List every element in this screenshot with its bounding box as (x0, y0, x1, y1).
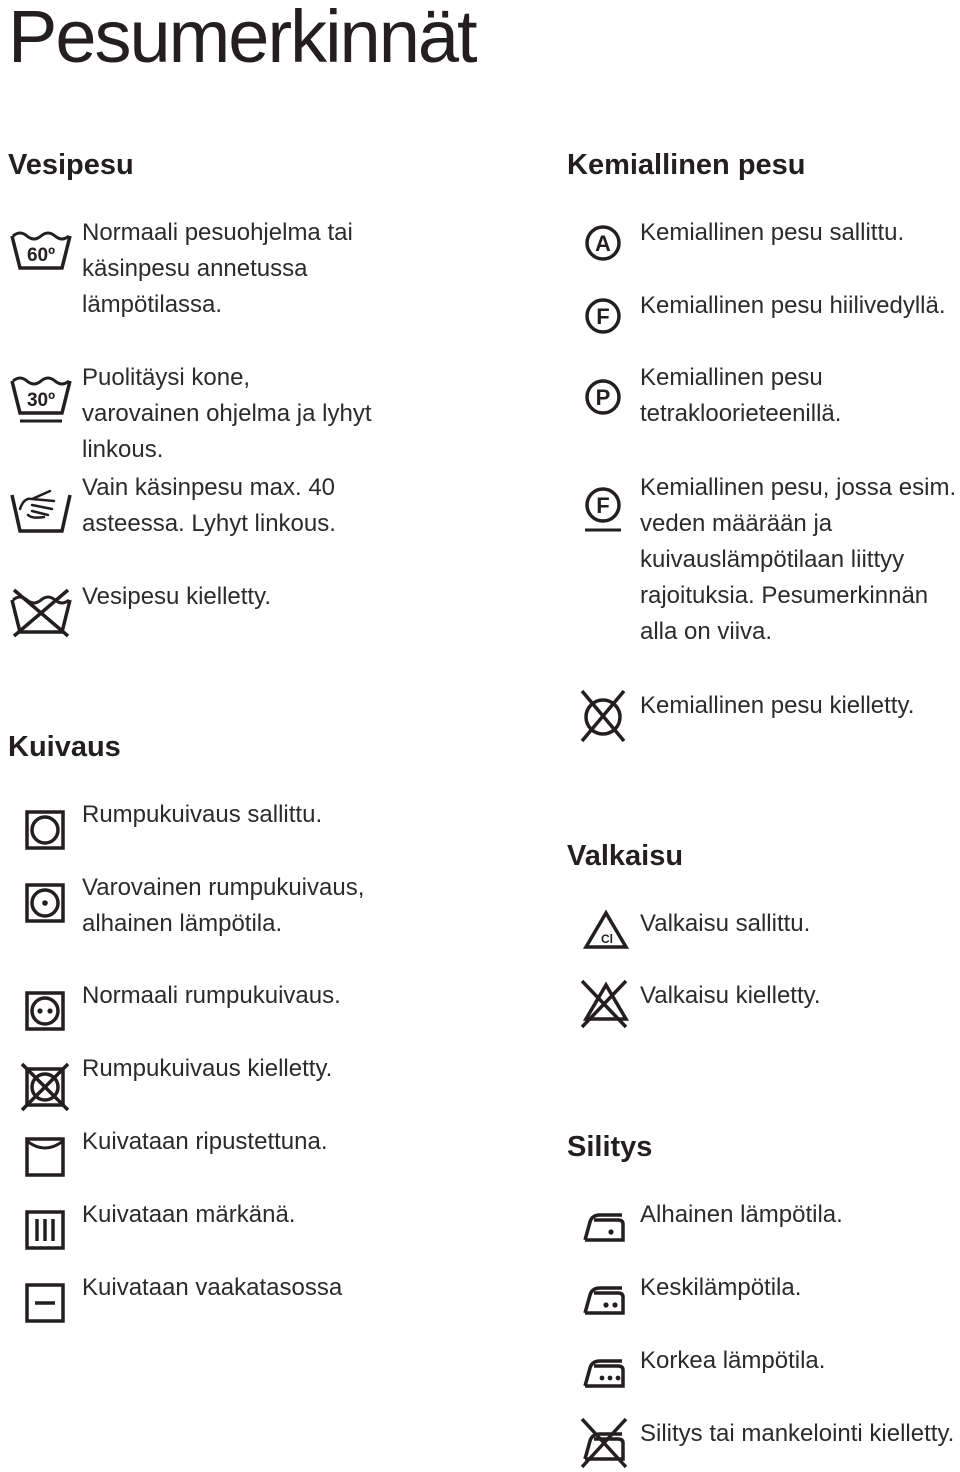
no-tumble-dry-icon (10, 1064, 72, 1110)
dry-clean-p-icon (568, 373, 628, 413)
section-heading-ironing: Silitys (567, 1131, 653, 1163)
care-item-text: Rumpukuivaus sallittu. (82, 801, 323, 828)
tumble-dry-normal-icon (10, 991, 70, 1031)
care-item-text: Korkea lämpötila. (640, 1347, 826, 1374)
bleach-icon (568, 919, 630, 955)
care-item-text: Valkaisu kielletty. (640, 982, 821, 1009)
care-item-text: Kemiallinen pesu sallittu. (640, 219, 905, 246)
care-item-text: Alhainen lämpötila. (640, 1201, 843, 1228)
care-item-text: Vesipesu kielletty. (82, 583, 271, 610)
line-dry-icon (10, 1137, 70, 1177)
dry-clean-f-gentle-label: F (596, 493, 610, 518)
wash-60-label: 60º (26, 245, 56, 266)
dry-clean-f-label: F (596, 304, 610, 329)
care-item-text: Kemiallinen pesu kielletty. (640, 692, 915, 719)
tumble-dry-icon (10, 810, 70, 850)
iron-medium-icon (568, 1283, 630, 1319)
dry-clean-p-label: P (595, 385, 611, 410)
no-wash-icon (10, 592, 72, 638)
wash-30-gentle-icon (10, 373, 72, 425)
iron-low-icon (568, 1210, 630, 1246)
care-item-text: Kuivataan ripustettuna. (82, 1128, 328, 1155)
no-bleach-icon (568, 991, 630, 1031)
section-heading-dry-cleaning: Kemiallinen pesu (567, 149, 806, 181)
dry-clean-a-icon (568, 228, 628, 268)
section-heading-washing: Vesipesu (8, 149, 134, 181)
care-item-text: Rumpukuivaus kielletty. (82, 1055, 333, 1082)
section-heading-bleaching: Valkaisu (567, 840, 684, 872)
care-item-text: Kuivataan vaakatasossa (82, 1274, 343, 1301)
care-item-text: Varovainen rumpukuivaus, alhainen lämpötila. (82, 874, 365, 937)
dry-flat-icon (10, 1283, 70, 1323)
no-iron-icon (568, 1429, 630, 1469)
care-item-text: Keskilämpötila. (640, 1274, 802, 1301)
section-heading-drying: Kuivaus (8, 731, 121, 763)
wash-60-icon (10, 228, 72, 272)
no-dry-clean-icon (568, 701, 630, 753)
dry-clean-f-icon (568, 301, 628, 341)
hand-wash-icon (10, 483, 72, 535)
care-item-text: Valkaisu sallittu. (640, 910, 811, 937)
care-item-text: Kemiallinen pesu, jossa esim. veden määrään ja kuivauslämpötilaan liittyy rajoituksia. Pesumerkinnän alla on viiva. (640, 474, 957, 645)
care-item-text: Kuivataan märkänä. (82, 1201, 296, 1228)
iron-high-icon (568, 1356, 630, 1392)
care-item-text: Puolitäysi kone, varovainen ohjelma ja lyhyt linkous. (82, 364, 372, 463)
care-item-text: Kemiallinen pesu hiilivedyllä. (640, 292, 946, 319)
drip-dry-icon (10, 1210, 70, 1250)
care-item-text: Normaali rumpukuivaus. (82, 982, 341, 1009)
wash-30-label: 30º (26, 390, 56, 411)
care-item-text: Kemiallinen pesu tetrakloorieteenillä. (640, 364, 842, 427)
care-item-text: Silitys tai mankelointi kielletty. (640, 1420, 955, 1447)
tumble-dry-low-icon (10, 883, 70, 923)
page-title: Pesumerkinnät (8, 0, 476, 78)
dry-clean-f-gentle-icon (568, 483, 628, 539)
bleach-label: Cl (601, 932, 613, 946)
care-item-text: Normaali pesuohjelma tai käsinpesu annetussa lämpötilassa. (82, 219, 353, 318)
care-item-text: Vain käsinpesu max. 40 asteessa. Lyhyt linkous. (82, 474, 336, 537)
dry-clean-a-label: A (595, 231, 611, 256)
